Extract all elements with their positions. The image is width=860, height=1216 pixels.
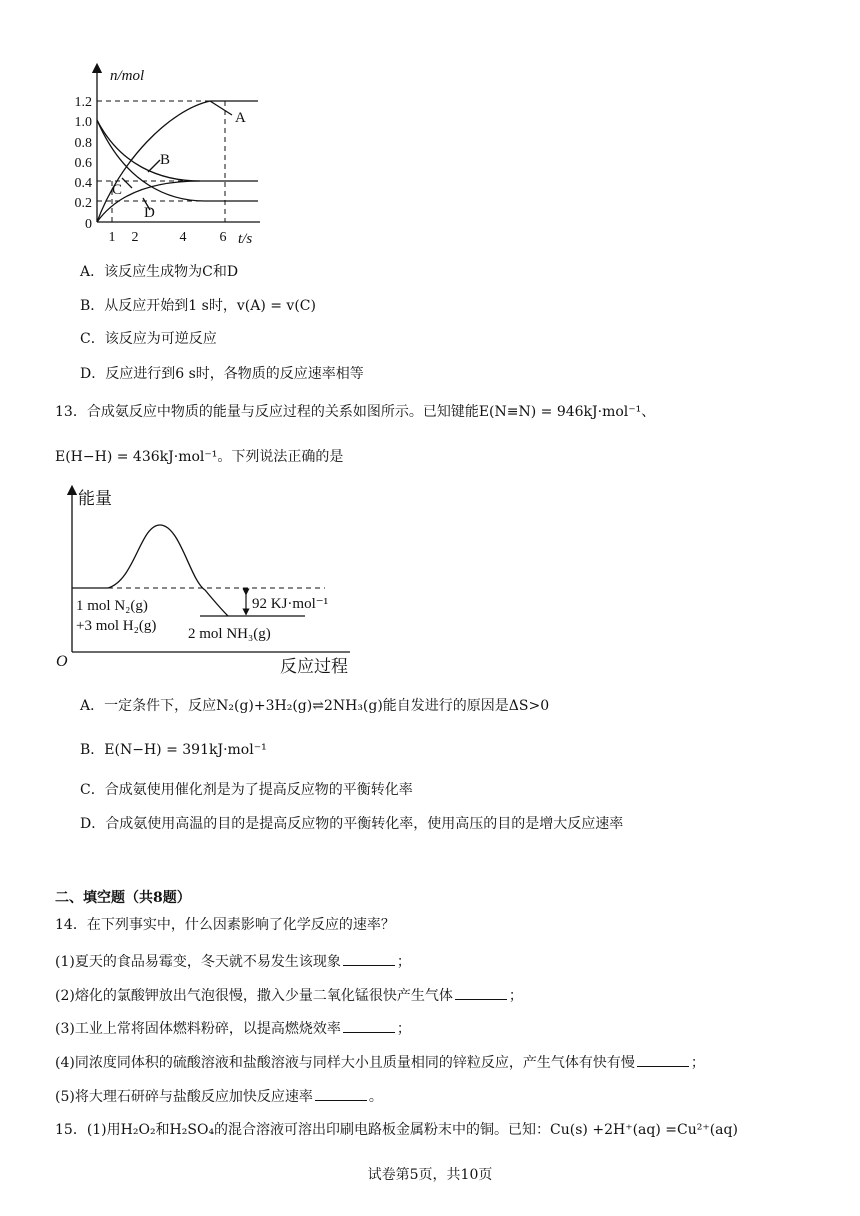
y-tick: 1.0: [74, 115, 92, 130]
x-tick: 1: [108, 230, 116, 245]
energy-x-label: 反应过程: [280, 657, 348, 676]
answer-blank[interactable]: [343, 1018, 395, 1033]
curve-labels: [112, 110, 246, 221]
q13-option-b: B．E(N−H) = 391kJ·mol⁻¹: [80, 742, 267, 758]
curve-label-a: A: [235, 110, 246, 126]
y-tick: 1.2: [74, 95, 92, 110]
page-footer: 试卷第5页，共10页: [367, 1167, 493, 1183]
q13-option-a: A．一定条件下，反应N₂(g)+3H₂(g)⇌2NH₃(g)能自发进行的原因是ΔS>0: [80, 698, 550, 714]
q12-option-b: B．从反应开始到1 s时，v(A) = v(C): [80, 298, 316, 314]
curves: [97, 101, 258, 222]
x-tick: 6: [219, 230, 227, 245]
mole-time-graph: [60, 60, 280, 250]
y-tick: 0.6: [74, 156, 92, 171]
q12-option-d: D．反应进行到6 s时，各物质的反应速率相等: [80, 366, 364, 382]
q14-stem: 14．在下列事实中，什么因素影响了化学反应的速率？: [55, 917, 395, 933]
y-axis-label: n/mol: [110, 68, 145, 84]
y-tick-labels: [75, 95, 93, 232]
q13-stem-line2: E(H−H) = 436kJ·mol⁻¹。下列说法正确的是: [55, 449, 344, 465]
energy-y-label: 能量: [78, 489, 112, 508]
answer-blank[interactable]: [343, 951, 395, 966]
y-tick: 0.2: [74, 196, 92, 211]
reactant-label-1: 1 mol N₂(g): [76, 598, 148, 614]
x-tick-labels: [109, 230, 227, 245]
y-tick: 0.8: [74, 136, 92, 151]
x-axis-label: t/s: [238, 231, 253, 247]
section-title: 二、填空题（共8题）: [55, 890, 191, 906]
origin-label: O: [56, 653, 68, 670]
curve-label-b: B: [160, 152, 171, 168]
q14-item-5: (5)将大理石研碎与盐酸反应加快反应速率 。: [55, 1086, 383, 1107]
answer-blank[interactable]: [315, 1086, 367, 1101]
energy-diagram: [50, 480, 370, 680]
answer-blank[interactable]: [455, 985, 507, 1000]
q15-text: 15．(1)用H₂O₂和H₂SO₄的混合溶液可溶出印刷电路板金属粉末中的铜。已知：Cu(s) +2H⁺(aq) =Cu²⁺(aq): [55, 1122, 738, 1138]
product-label: 2 mol NH₃(g): [188, 626, 271, 642]
q12-option-a: A．该反应生成物为C和D: [80, 264, 239, 280]
curve-label-d: D: [144, 205, 155, 221]
q13-option-c: C．合成氨使用催化剂是为了提高反应物的平衡转化率: [80, 782, 413, 798]
answer-blank[interactable]: [637, 1052, 689, 1067]
curve-b: [97, 120, 258, 181]
q13-stem-line1: 13．合成氨反应中物质的能量与反应过程的关系如图所示。已知键能E(N≡N) = 946kJ·mol⁻¹、: [55, 404, 656, 420]
q14-item-1: (1)夏天的食品易霉变，冬天就不易发生该现象 ；: [55, 951, 411, 972]
curve-label-c: C: [112, 182, 123, 198]
y-tick: 0: [85, 217, 92, 232]
delta-label: 92 KJ·mol⁻¹: [252, 596, 329, 612]
q14-item-4: (4)同浓度同体积的硫酸溶液和盐酸溶液与同样大小且质量相同的锌粒反应，产生气体有快有慢 ；: [55, 1052, 705, 1073]
reactant-label-2: +3 mol H₂(g): [76, 618, 157, 634]
q13-option-d: D．合成氨使用高温的目的是提高反应物的平衡转化率，使用高压的目的是增大反应速率: [80, 816, 624, 832]
y-tick: 0.4: [74, 176, 92, 191]
x-tick: 4: [179, 230, 187, 245]
q14-item-3: (3)工业上常将固体燃料粉碎，以提高燃烧效率 ；: [55, 1018, 411, 1039]
q14-item-2: (2)熔化的氯酸钾放出气泡很慢，撒入少量二氧化锰很快产生气体 ；: [55, 985, 523, 1006]
x-tick: 2: [131, 230, 139, 245]
q12-option-c: C．该反应为可逆反应: [80, 331, 217, 347]
